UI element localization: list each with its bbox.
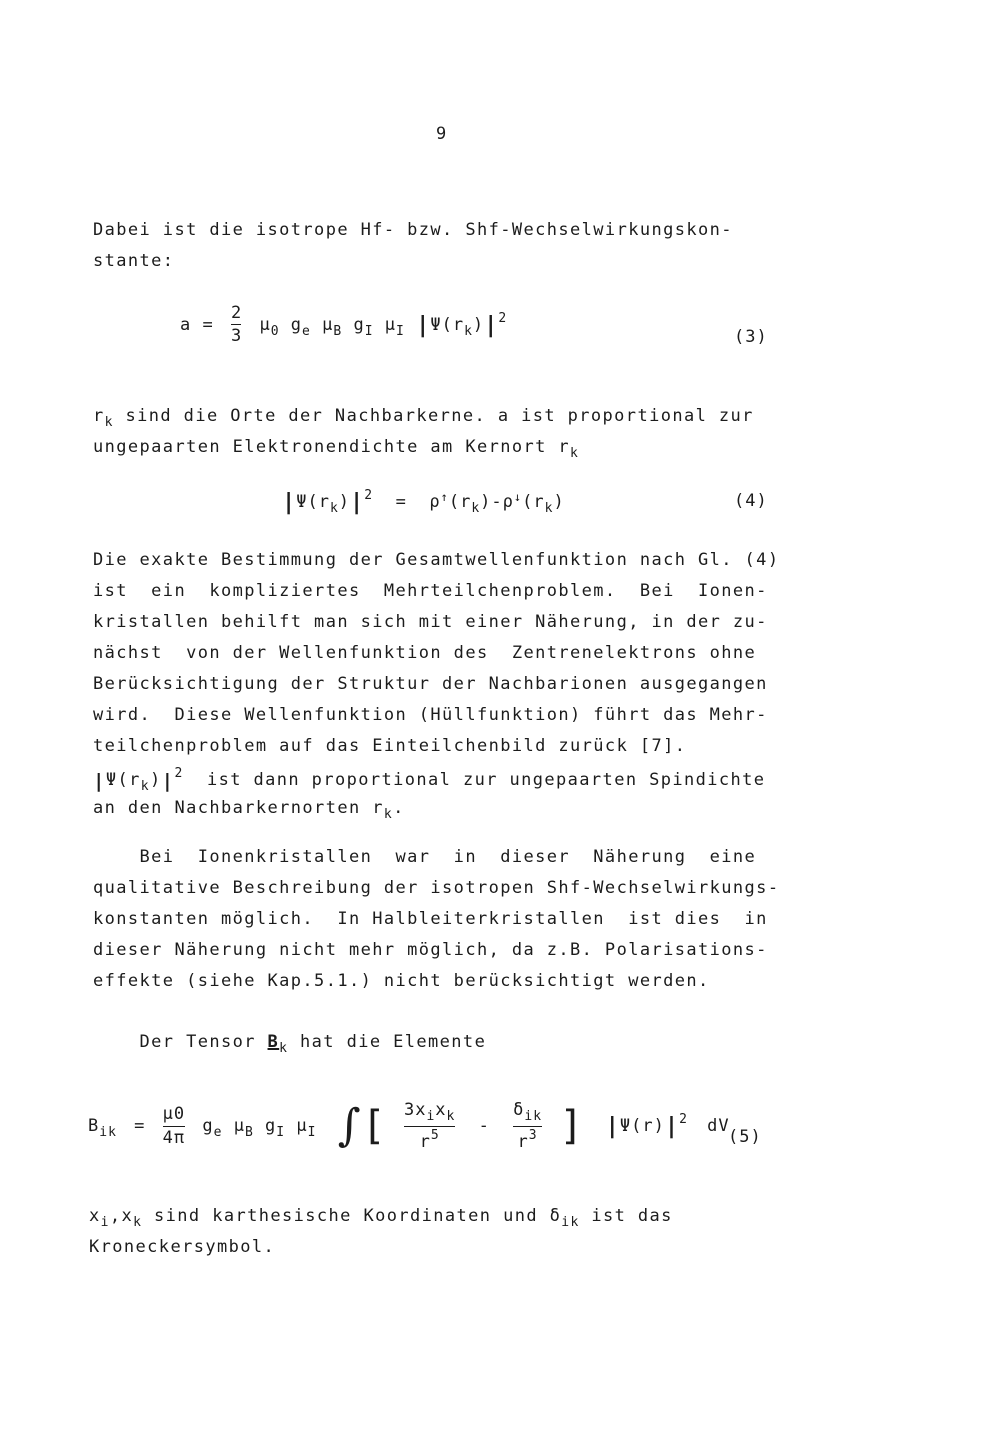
para1-line1: Dabei ist die isotrope Hf- bzw. Shf-Wechselwirkungskon- [93,220,733,240]
eq5-lhs: B [88,1116,100,1136]
eq5-frac2-den [404,1128,455,1152]
para3-line9-sub: k [383,807,394,822]
eq5-frac2 [404,1100,455,1152]
eq5-integral: ∫ [337,1100,362,1151]
para3-psi-sub: k [140,779,150,794]
eq3-fraction [231,303,242,347]
para6-mid: sind karthesische Koordinaten und δ [142,1206,562,1226]
para2-line1 [93,408,754,429]
eq3-abs-right: | [484,312,499,338]
page-number: 9 [436,124,447,144]
para4-line: qualitative Beschreibung der isotropen Shf-Wechselwirkungs- [93,878,780,898]
para6-comma: , [109,1206,122,1226]
eq5-frac3-den [513,1128,542,1152]
para2-rk: r [93,406,105,426]
eq5-frac2-den-pow: 5 [430,1127,440,1143]
eq5-frac2-num [404,1100,455,1125]
eq5-frac2-num-3x: 3x [403,1100,427,1120]
eq3-gI-sub: I [364,323,374,339]
eq5-gI: g [265,1116,277,1136]
eq3-lhs: a = [180,314,214,335]
eq3-mu0-sub: 0 [270,323,280,339]
eq4-abs-left: | [282,490,297,515]
eq5-frac2-den-r: r [419,1131,431,1152]
para5-tensor: B [267,1032,280,1052]
para6-x2-sub: k [133,1215,143,1230]
eq4-lhs: Ψ(r [296,492,330,512]
eq5-muB-sub: B [244,1125,254,1140]
eq5-ge: g [202,1116,214,1136]
para2-line2-sub: k [570,446,580,461]
para3-line9 [93,800,405,821]
eq5-frac3-rule [513,1126,542,1127]
eq3-psi-close: ) [472,314,485,335]
para2-line1-rest: sind die Orte der Nachbarkerne. a ist proportional zur [113,406,754,426]
para5-line [93,1034,486,1055]
eq3-ge: g [290,314,303,335]
eq3-mu0: μ [259,314,271,335]
eq3-gI: g [353,314,365,335]
para3-line: Berücksichtigung der Struktur der Nachbarionen ausgegangen [93,674,768,694]
eq3-frac-rule [231,324,241,325]
eq5-psi: Ψ(r) [619,1116,665,1136]
para6-line1 [89,1208,673,1229]
eq4-arg1-close: ) [480,492,492,512]
para5-post: hat die Elemente [288,1032,487,1052]
eq4-lhs-close: ) [338,492,351,512]
para5-pre: Der Tensor [93,1032,268,1052]
eq4-arg2-sub: k [544,501,554,516]
eq5-equals: = [134,1116,146,1136]
para3-abs-right: | [161,770,175,792]
eq4-arg2-close: ) [553,492,565,512]
para6-end: ist das [579,1206,673,1226]
eq4-rho-down: ρ [502,492,514,512]
equation-5 [88,1100,730,1152]
para3-psi: Ψ(r [105,770,141,790]
eq5-abs-right: | [664,1114,680,1139]
eq4-minus: - [491,492,503,512]
para3-line: Die exakte Bestimmung der Gesamtwellenfunktion nach Gl. (4) [93,550,780,570]
eq5-muI: μ [296,1116,308,1136]
eq5-psi-power: 2 [679,1112,688,1127]
eq3-psi-sub: k [464,323,473,339]
eq5-frac1-num: μ0 [162,1104,186,1125]
para3-line: teilchenproblem auf das Einteilchenbild zurück [7]. [93,736,687,756]
para3-line: nächst von der Wellenfunktion des Zentrenelektrons ohne [93,643,757,663]
eq5-abs-left: | [605,1114,620,1139]
eq3-abs-left: | [416,312,431,338]
para3-abs-left: | [93,770,106,792]
equation-3 [180,303,507,347]
para1-line2: stante: [93,251,175,271]
equation-5-number: (5) [728,1127,762,1147]
eq5-frac2-rule [404,1126,455,1127]
para2-line2 [93,439,579,460]
para3-psi-close: ) [149,770,162,790]
eq3-muB: μ [322,314,334,335]
para6-x1: x [89,1206,101,1226]
para6-delta-sub: ik [561,1215,580,1230]
eq5-frac3-den-r: r [517,1131,529,1152]
eq3-muI-sub: I [396,323,405,339]
para6-x2: x [121,1206,134,1226]
para4-line: Bei Ionenkristallen war in dieser Näherung eine [93,847,757,867]
para6-line2: Kroneckersymbol. [89,1237,276,1257]
para3-psi-power: 2 [174,766,184,781]
eq5-minus: - [478,1116,490,1136]
down-arrow-icon: ↓ [513,490,523,504]
para2-rk-sub: k [104,415,114,430]
eq3-muB-sub: B [333,323,343,339]
eq5-frac3-num-delta: δ [513,1100,525,1120]
eq5-frac3-num [513,1100,542,1125]
para4-line: dieser Näherung nicht mehr möglich, da z.B. Polarisations- [93,940,768,960]
eq5-frac3-num-sub: ik [524,1109,543,1124]
para3-line: wird. Diese Wellenfunktion (Hüllfunktion) führt das Mehr- [93,705,768,725]
eq5-frac2-num-x: x [435,1100,447,1120]
eq5-frac2-num-k: k [446,1109,456,1124]
eq4-equals: = [384,492,419,512]
eq3-frac-den: 3 [230,326,243,347]
eq4-lhs-sub: k [329,501,339,516]
eq5-frac1-den: 4π [162,1127,186,1148]
eq4-rho-up: ρ [429,492,441,512]
eq5-muB: μ [233,1116,245,1136]
equation-4 [282,488,565,516]
para4-line: konstanten möglich. In Halbleiterkristallen ist dies in [93,909,768,929]
para5-tensor-sub: k [279,1041,289,1056]
eq3-frac-num: 2 [230,303,243,323]
eq4-arg1-sub: k [471,501,481,516]
para3-line8-rest: ist dann proportional zur ungepaarten Spindichte [183,770,766,790]
para6-x1-sub: i [100,1215,110,1230]
para2-line2-text: ungepaarten Elektronendichte am Kernort r [93,437,571,457]
eq4-power: 2 [364,488,374,503]
eq5-dv: dV [707,1116,730,1136]
eq5-frac1 [163,1104,185,1148]
eq5-muI-sub: I [307,1125,317,1140]
eq5-frac1-rule [163,1126,185,1127]
up-arrow-icon: ↑ [440,490,449,504]
eq3-muI: μ [384,314,397,335]
eq5-frac3 [513,1100,542,1152]
para3-line9-end: . [393,798,405,818]
eq5-frac3-den-pow: 3 [528,1127,538,1143]
eq5-left-bracket: [ [361,1103,387,1149]
eq5-right-bracket: ] [559,1103,585,1149]
eq5-gI-sub: I [276,1125,286,1140]
eq5-ge-sub: e [213,1125,223,1140]
eq3-ge-sub: e [302,323,311,339]
para3-line8 [93,767,765,793]
eq4-arg1-open: (r [448,492,472,512]
equation-3-number: (3) [734,327,768,347]
eq5-frac2-num-i: i [426,1109,436,1124]
para3-line: ist ein kompliziertes Mehrteilchenproblem. Bei Ionen- [93,581,768,601]
eq5-lhs-sub: ik [99,1125,117,1140]
para3-line9-text: an den Nachbarkernorten r [93,798,384,818]
eq4-abs-right: | [350,490,365,515]
eq3-power: 2 [498,310,508,326]
para3-line: kristallen behilft man sich mit einer Näherung, in der zu- [93,612,768,632]
eq4-arg2-open: (r [522,492,545,512]
eq3-psi: Ψ(r [430,314,465,335]
equation-4-number: (4) [734,491,768,511]
para4-line: effekte (siehe Kap.5.1.) nicht berücksichtigt werden. [93,971,710,991]
